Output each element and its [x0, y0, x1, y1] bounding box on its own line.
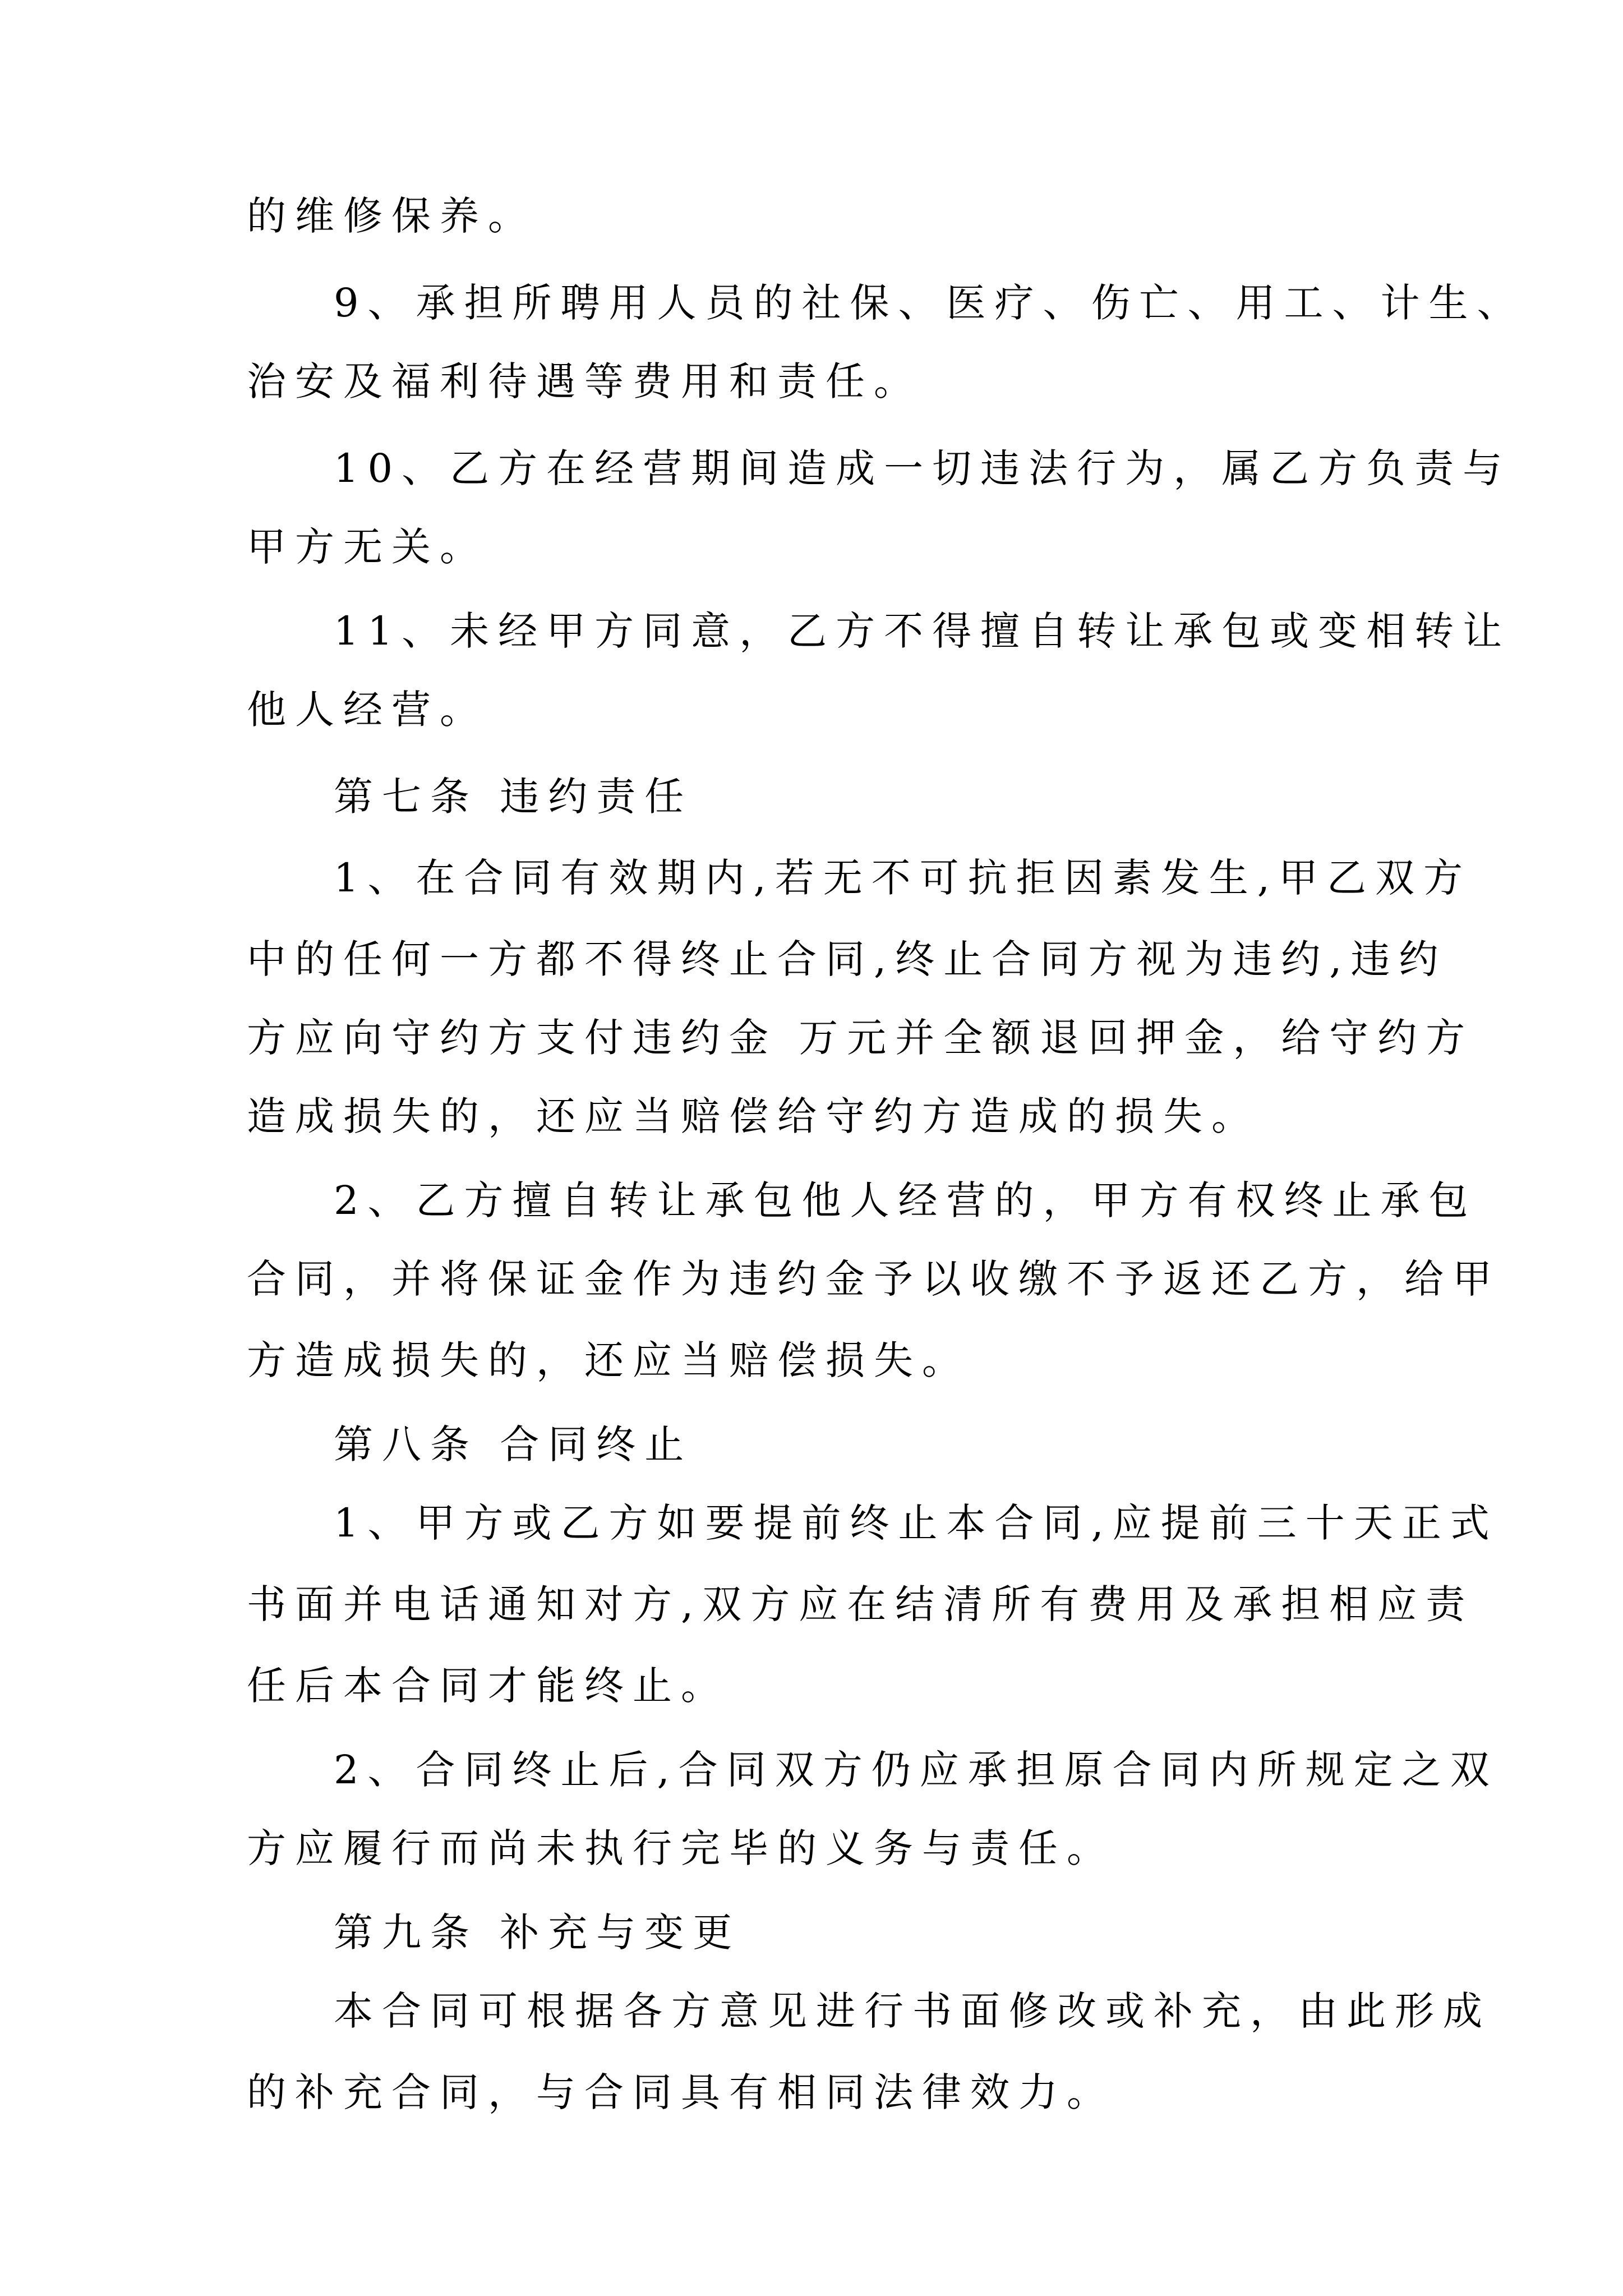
section-heading: 第九条 补充与变更	[334, 1910, 741, 1955]
section-heading: 第七条 违约责任	[334, 774, 693, 820]
text-line: 任后本合同才能终止。	[247, 1663, 729, 1709]
text-line: 2、合同终止后,合同双方仍应承担原合同内所规定之双	[334, 1747, 1498, 1793]
text-line: 造成损失的，还应当赔偿给守约方造成的损失。	[247, 1093, 1260, 1139]
text-line: 1、甲方或乙方如要提前终止本合同,应提前三十天正式	[334, 1500, 1498, 1546]
text-line: 本合同可根据各方意见进行书面修改或补充，由此形成	[334, 1988, 1491, 2034]
text-line: 的补充合同，与合同具有相同法律效力。	[247, 2069, 1115, 2115]
text-line: 中的任何一方都不得终止合同,终止合同方视为违约,违约	[247, 936, 1447, 982]
text-line: 治安及福利待遇等费用和责任。	[247, 358, 922, 404]
text-line: 甲方无关。	[247, 524, 488, 570]
text-line: 他人经营。	[247, 687, 488, 733]
section-heading: 第八条 合同终止	[334, 1421, 693, 1467]
text-line: 方应履行而尚未执行完毕的义务与责任。	[247, 1825, 1115, 1871]
text-line: 书面并电话通知对方,双方应在结清所有费用及承担相应责	[247, 1581, 1474, 1627]
text-line: 1、在合同有效期内,若无不可抗拒因素发生,甲乙双方	[334, 855, 1472, 901]
text-line: 合同，并将保证金作为违约金予以收缴不予返还乙方，给甲	[247, 1256, 1501, 1302]
text-line: 方造成损失的，还应当赔偿损失。	[247, 1337, 970, 1383]
text-line: 10、乙方在经营期间造成一切违法行为，属乙方负责与	[334, 445, 1511, 491]
text-line: 的维修保养。	[247, 193, 536, 239]
text-line: 方应向守约方支付违约金 万元并全额退回押金，给守约方	[247, 1015, 1474, 1061]
text-line: 11、未经甲方同意，乙方不得擅自转让承包或变相转让	[334, 608, 1511, 654]
text-line: 2、乙方擅自转让承包他人经营的，甲方有权终止承包	[334, 1177, 1477, 1223]
text-line: 9、承担所聘用人员的社保、医疗、伤亡、用工、计生、	[334, 280, 1525, 326]
